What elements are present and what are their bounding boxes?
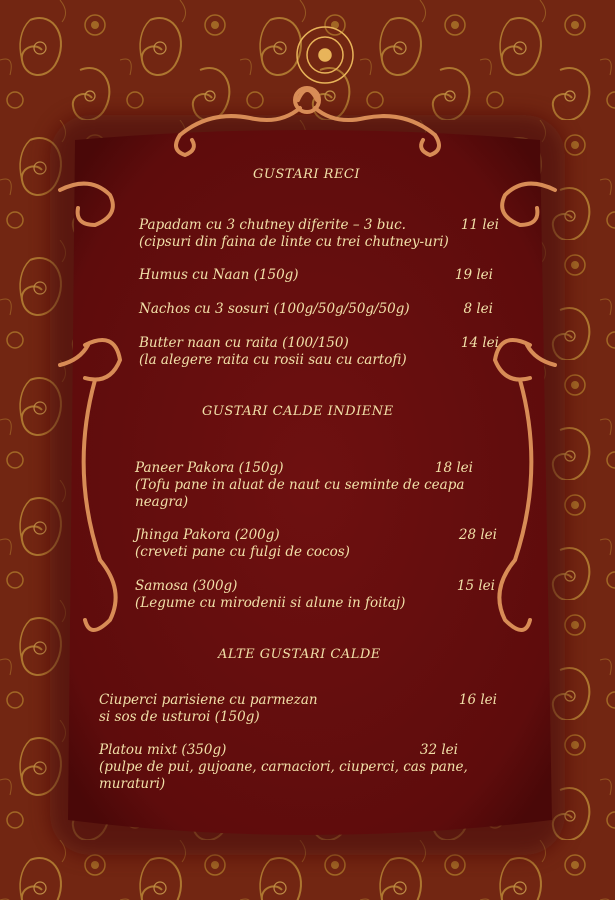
menu-item-price: 8 lei bbox=[463, 301, 493, 317]
menu-item-name: Butter naan cu raita (100/150) bbox=[139, 335, 349, 351]
menu-item-description: (cipsuri din faina de linte cu trei chutney-uri) bbox=[139, 234, 449, 250]
menu-item-name: Paneer Pakora (150g) bbox=[135, 460, 284, 476]
menu-item-price: 28 lei bbox=[458, 527, 497, 543]
menu-item-name: Papadam cu 3 chutney diferite – 3 buc. bbox=[139, 217, 406, 233]
menu-item-name: Humus cu Naan (150g) bbox=[139, 267, 299, 283]
menu-item-price: 11 lei bbox=[460, 217, 499, 233]
section-heading-gustari-calde-indiene: GUSTARI CALDE INDIENE bbox=[202, 404, 394, 419]
menu-item-description: (Tofu pane in aluat de naut cu seminte de ceapa bbox=[135, 477, 465, 493]
menu-item-name: Samosa (300g) bbox=[135, 578, 238, 594]
section-heading-alte-gustari-calde: ALTE GUSTARI CALDE bbox=[218, 647, 381, 662]
menu-item-price: 16 lei bbox=[458, 692, 497, 708]
menu-item-description-cont: muraturi) bbox=[99, 776, 166, 792]
menu-item-description: (la alegere raita cu rosii sau cu cartofi) bbox=[139, 352, 407, 368]
menu-item-name: Ciuperci parisiene cu parmezan bbox=[99, 692, 318, 708]
menu-item-price: 32 lei bbox=[419, 742, 458, 758]
menu-item-description: (pulpe de pui, gujoane, carnaciori, ciuperci, cas pane, bbox=[99, 759, 468, 775]
menu-item-description: (creveti pane cu fulgi de cocos) bbox=[135, 544, 350, 560]
menu-item-price: 19 lei bbox=[454, 267, 493, 283]
menu-item-description: si sos de usturoi (150g) bbox=[99, 709, 260, 725]
section-heading-gustari-reci: GUSTARI RECI bbox=[253, 167, 361, 182]
menu-item-name: Platou mixt (350g) bbox=[99, 742, 227, 758]
menu-item-price: 15 lei bbox=[456, 578, 495, 594]
menu-item-price: 14 lei bbox=[460, 335, 499, 351]
menu-item-description-cont: neagra) bbox=[135, 494, 189, 510]
menu-item-name: Jhinga Pakora (200g) bbox=[135, 527, 280, 543]
menu-item-description: (Legume cu mirodenii si alune in foitaj) bbox=[135, 595, 406, 611]
menu-item-name: Nachos cu 3 sosuri (100g/50g/50g/50g) bbox=[139, 301, 410, 317]
menu-item-price: 18 lei bbox=[434, 460, 473, 476]
